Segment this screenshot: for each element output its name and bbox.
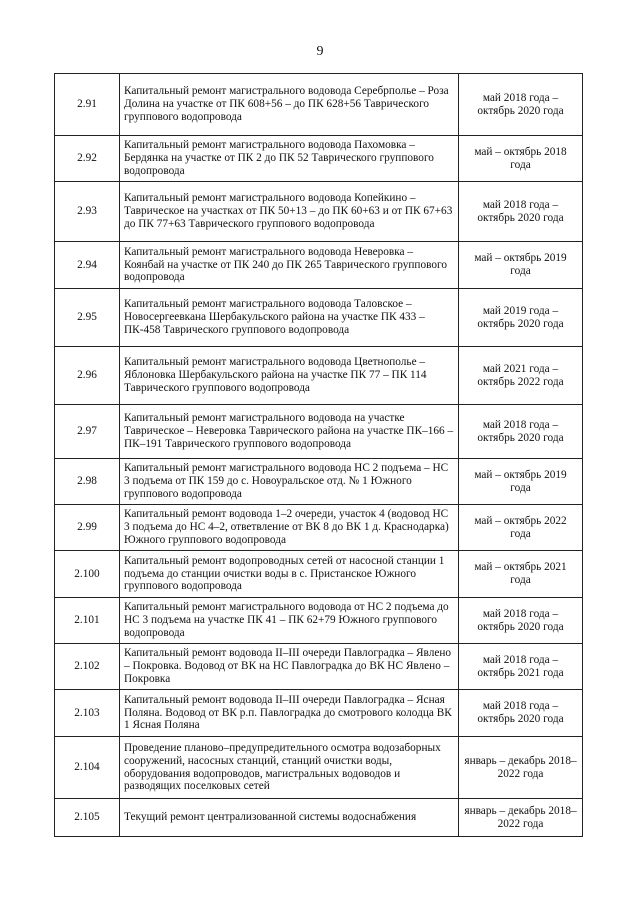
table-row	[55, 598, 583, 644]
row-number: 2.102	[55, 644, 120, 690]
table-row	[55, 505, 583, 551]
row-period: май 2018 года – октябрь 2020 года	[459, 690, 583, 737]
row-period: май – октябрь 2022 года	[459, 505, 583, 551]
row-number: 2.94	[55, 242, 120, 289]
row-description: Текущий ремонт централизованной системы водоснабжения	[120, 799, 459, 837]
page-number: 9	[316, 44, 324, 59]
row-period: май 2019 года – октябрь 2020 года	[459, 289, 583, 347]
row-period: май – октябрь 2018 года	[459, 136, 583, 182]
row-description: Капитальный ремонт водовода II–III очереди Павлоградка – Явлено – Покровка. Водовод от ВК на НС Павлоградка до ВК НС Явлено – Покровка	[120, 644, 459, 690]
row-description: Капитальный ремонт магистрального водовода Неверовка – Коянбай на участке от ПК 240 до ПК 265 Таврического группового водопровода	[120, 242, 459, 289]
row-description: Капитальный ремонт водопроводных сетей от насосной станции 1 подъема до станции очистки воды в с. Пристанское Южного группового водопровода	[120, 551, 459, 598]
row-period: май 2021 года – октябрь 2022 года	[459, 347, 583, 405]
row-period: май – октябрь 2019 года	[459, 242, 583, 289]
row-number: 2.105	[55, 799, 120, 837]
row-description: Капитальный ремонт магистрального водовода Таловское – Новосергеевкана Шербакульского района на участке ПК 433 – ПК-458 Таврического группового водопровода	[120, 289, 459, 347]
row-number: 2.103	[55, 690, 120, 737]
row-period: январь – декабрь 2018–2022 года	[459, 737, 583, 799]
row-description: Капитальный ремонт магистрального водовода НС 2 подъема – НС 3 подъема от ПК 159 до с. Новоуральское отд. № 1 Южного группового водопровода	[120, 459, 459, 505]
row-number: 2.92	[55, 136, 120, 182]
table-row	[55, 182, 583, 242]
table-row	[55, 74, 583, 136]
table-row	[55, 347, 583, 405]
row-description: Проведение планово–предупредительного осмотра водозаборных сооружений, насосных станций, станций очистки воды, оборудования водопроводов, магистральных водоводов и разводящих поселковых сетей	[120, 737, 459, 799]
row-period: май – октябрь 2019 года	[459, 459, 583, 505]
table-row	[55, 289, 583, 347]
row-number: 2.96	[55, 347, 120, 405]
work-plan-table	[54, 73, 583, 837]
table-row	[55, 551, 583, 598]
table-row	[55, 136, 583, 182]
row-description: Капитальный ремонт магистрального водовода от НС 2 подъема до НС 3 подъема на участке ПК 41 – ПК 62+79 Южного группового водопровода	[120, 598, 459, 644]
row-number: 2.101	[55, 598, 120, 644]
row-number: 2.95	[55, 289, 120, 347]
row-period: январь – декабрь 2018–2022 года	[459, 799, 583, 837]
row-number: 2.99	[55, 505, 120, 551]
table-row	[55, 242, 583, 289]
row-description: Капитальный ремонт водовода II–III очереди Павлоградка – Ясная Поляна. Водовод от ВК р.п. Павлоградка до смотрового колодца ВК 1 Ясная Поляна	[120, 690, 459, 737]
row-number: 2.91	[55, 74, 120, 136]
row-period: май 2018 года – октябрь 2021 года	[459, 644, 583, 690]
table-row	[55, 405, 583, 459]
row-period: май 2018 года – октябрь 2020 года	[459, 405, 583, 459]
row-period: май – октябрь 2021 года	[459, 551, 583, 598]
row-number: 2.97	[55, 405, 120, 459]
row-description: Капитальный ремонт магистрального водовода Копейкино – Таврическое на участках от ПК 50+13 – до ПК 60+63 и от ПК 67+63 до ПК 77+63 Таврического группового водопровода	[120, 182, 459, 242]
table-row	[55, 459, 583, 505]
table-row	[55, 799, 583, 837]
row-period: май 2018 года – октябрь 2020 года	[459, 74, 583, 136]
row-number: 2.93	[55, 182, 120, 242]
row-description: Капитальный ремонт магистрального водовода на участке Таврическое – Неверовка Таврического района на участке ПК–166 – ПК–191 Таврического группового водопровода	[120, 405, 459, 459]
table-row	[55, 690, 583, 737]
table-row	[55, 737, 583, 799]
row-description: Капитальный ремонт водовода 1–2 очереди, участок 4 (водовод НС 3 подъема до НС 4–2, ответвление от ВК 8 до ВК 1 д. Краснодарка) Южного группового водопровода	[120, 505, 459, 551]
row-description: Капитальный ремонт магистрального водовода Пахомовка – Бердянка на участке от ПК 2 до ПК 52 Таврического группового водопровода	[120, 136, 459, 182]
row-period: май 2018 года – октябрь 2020 года	[459, 182, 583, 242]
row-period: май 2018 года – октябрь 2020 года	[459, 598, 583, 644]
row-number: 2.104	[55, 737, 120, 799]
row-description: Капитальный ремонт магистрального водовода Серебрполье – Роза Долина на участке от ПК 608+56 – до ПК 628+56 Таврического группового водопровода	[120, 74, 459, 136]
row-description: Капитальный ремонт магистрального водовода Цветнополье – Яблоновка Шербакульского района на участке ПК 77 – ПК 114 Таврического группового водопровода	[120, 347, 459, 405]
row-number: 2.100	[55, 551, 120, 598]
table-row	[55, 644, 583, 690]
row-number: 2.98	[55, 459, 120, 505]
